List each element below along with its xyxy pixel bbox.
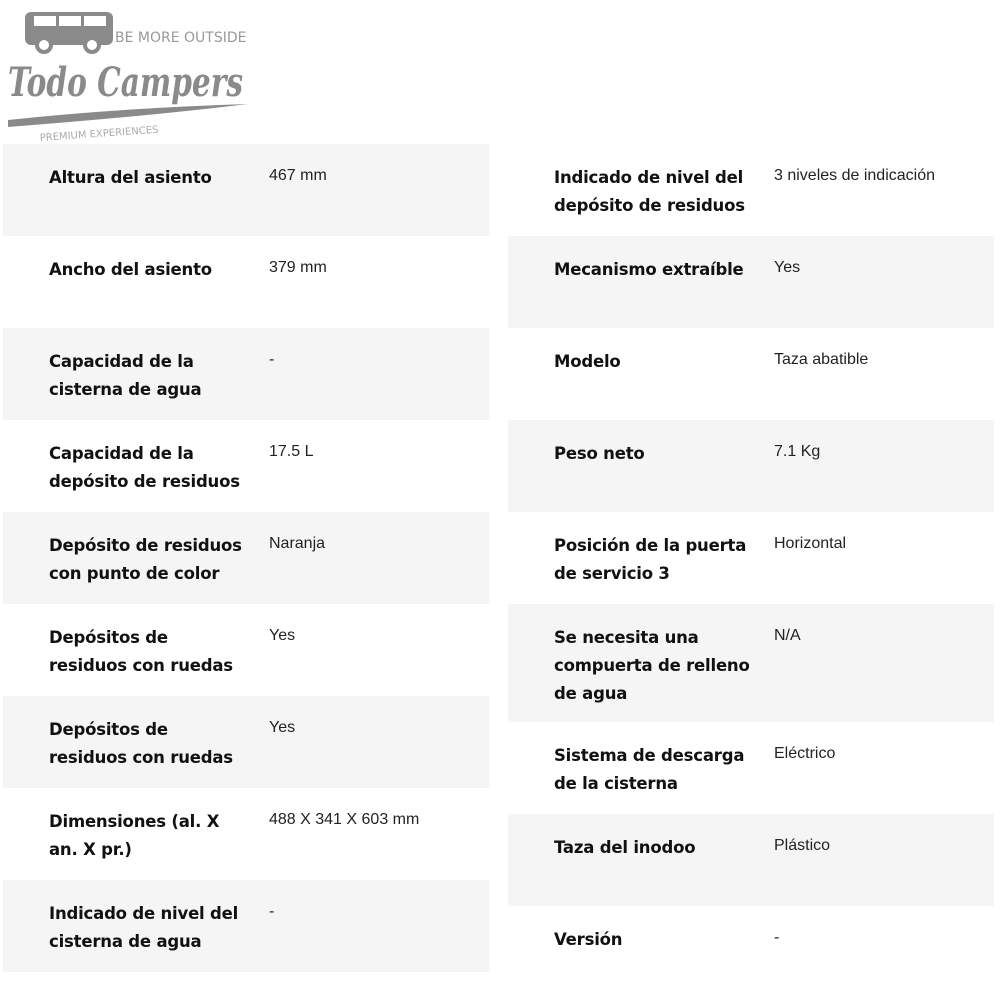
spec-row xyxy=(3,788,489,880)
spec-label: Indicado de nivel del depósito de residuos xyxy=(554,168,745,215)
spec-row xyxy=(508,420,994,512)
spec-row xyxy=(508,328,994,420)
spec-row xyxy=(508,906,994,998)
spec-label: Capacidad de la cisterna de agua xyxy=(49,352,202,399)
spec-value: N/A xyxy=(774,627,801,644)
spec-row xyxy=(508,512,994,604)
logo-brand: Todo Campers xyxy=(8,59,243,106)
spec-value: 467 mm xyxy=(269,167,327,184)
spec-label: Ancho del asiento xyxy=(49,260,212,279)
spec-row xyxy=(3,880,489,972)
spec-value: Eléctrico xyxy=(774,745,836,762)
spec-row xyxy=(508,144,994,236)
spec-label: Taza del inodoo xyxy=(554,838,696,857)
spec-value: Yes xyxy=(774,259,801,276)
spec-row xyxy=(508,604,994,722)
spec-label: Capacidad de la depósito de residuos xyxy=(49,444,240,491)
spec-row xyxy=(508,722,994,814)
spec-value: Plástico xyxy=(774,837,831,854)
spec-row xyxy=(3,604,489,696)
spec-label: Depósitos de residuos con ruedas xyxy=(49,720,233,767)
spec-row xyxy=(3,236,489,328)
spec-row xyxy=(508,814,994,906)
spec-row xyxy=(3,696,489,788)
spec-label: Dimensiones (al. X an. X pr.) xyxy=(49,812,220,859)
spec-label: Posición de la puerta de servicio 3 xyxy=(554,536,747,583)
spec-row xyxy=(3,144,489,236)
spec-value: Yes xyxy=(269,719,296,736)
logo-subtitle: PREMIUM EXPERIENCES xyxy=(39,124,159,144)
spec-value: 7.1 Kg xyxy=(774,443,821,460)
spec-label: Depósitos de residuos con ruedas xyxy=(49,628,233,675)
spec-value: 3 niveles de indicación xyxy=(774,167,935,184)
spec-label: Se necesita una compuerta de relleno de agua xyxy=(554,628,750,703)
spec-value: 379 mm xyxy=(269,259,327,276)
spec-label: Mecanismo extraíble xyxy=(554,260,744,279)
camper-van-icon xyxy=(25,12,113,52)
specs-left-column xyxy=(3,144,489,972)
spec-label: Indicado de nivel del cisterna de agua xyxy=(49,904,239,951)
spec-value: 488 X 341 X 603 mm xyxy=(269,811,420,828)
spec-row xyxy=(3,420,489,512)
spec-label: Sistema de descarga de la cisterna xyxy=(554,746,745,793)
logo-tagline: BE MORE OUTSIDE xyxy=(115,30,247,46)
specs-right-column xyxy=(508,144,994,998)
spec-label: Altura del asiento xyxy=(49,168,212,187)
spec-label: Peso neto xyxy=(554,444,645,463)
spec-value: 17.5 L xyxy=(269,443,314,460)
spec-row xyxy=(508,236,994,328)
spec-value: Taza abatible xyxy=(774,351,869,368)
spec-value: Horizontal xyxy=(774,535,847,552)
spec-value: Yes xyxy=(269,627,296,644)
logo-swoosh xyxy=(8,104,248,127)
spec-label: Modelo xyxy=(554,352,621,371)
spec-value: - xyxy=(269,351,275,368)
spec-value: Naranja xyxy=(269,535,326,552)
spec-label: Depósito de residuos con punto de color xyxy=(49,536,242,583)
spec-row xyxy=(3,328,489,420)
spec-value: - xyxy=(774,929,780,946)
todo-campers-logo xyxy=(0,0,260,145)
spec-value: - xyxy=(269,903,275,920)
spec-label: Versión xyxy=(554,930,623,949)
spec-row xyxy=(3,512,489,604)
